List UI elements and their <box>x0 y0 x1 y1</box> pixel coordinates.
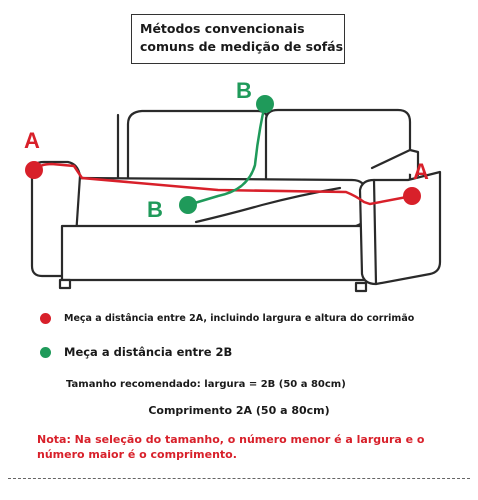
label-b-top: B <box>236 78 252 103</box>
point-a-right <box>403 187 421 205</box>
legend-row-red <box>40 313 414 324</box>
title-box <box>131 14 345 64</box>
red-dot-icon <box>40 313 51 324</box>
seat-cushion <box>66 178 366 227</box>
separator <box>8 478 470 479</box>
title-line-1: Métodos convencionais <box>140 21 305 36</box>
legend-row-green <box>40 345 232 359</box>
foot-left <box>60 280 70 288</box>
recommended-size: Tamanho recomendado: largura = 2B (50 a 80cm) <box>66 379 346 390</box>
legend-text-green: Meça a distância entre 2B <box>64 345 233 359</box>
point-b-top <box>256 95 274 113</box>
label-b-bottom: B <box>147 197 163 222</box>
sofa-illustration <box>0 70 478 300</box>
front-base <box>62 226 366 280</box>
foot-right <box>356 283 366 291</box>
point-a-left <box>25 161 43 179</box>
note: Nota: Na seleção do tamanho, o número menor é a largura e o número maior é o comprimento. <box>37 433 425 461</box>
green-dot-icon <box>40 347 51 358</box>
point-b-bottom <box>179 196 197 214</box>
legend-text-red: Meça a distância entre 2A, incluindo largura e altura do corrimão <box>64 313 415 324</box>
right-arm <box>360 172 440 284</box>
right-back-cushion <box>266 110 410 190</box>
label-a-right: A <box>413 159 429 184</box>
length-info: Comprimento 2A (50 a 80cm) <box>148 404 330 417</box>
label-a-left: A <box>24 128 40 153</box>
title-line-2: comuns de medição de sofás <box>140 39 344 54</box>
left-back-cushion <box>128 111 268 188</box>
